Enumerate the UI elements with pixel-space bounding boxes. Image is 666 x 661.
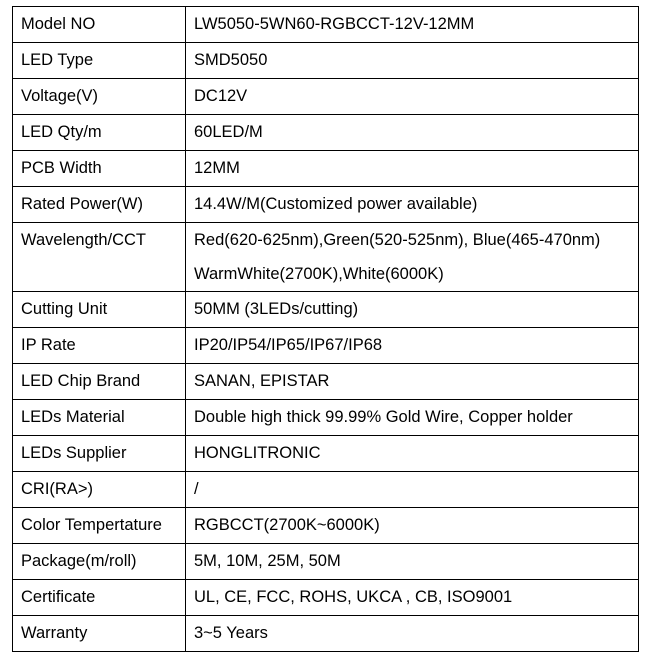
- table-row: [13, 151, 639, 187]
- spec-value-color-temperature: RGBCCT(2700K~6000K): [186, 508, 639, 544]
- table-row: [13, 580, 639, 616]
- spec-value-rated-power: 14.4W/M(Customized power available): [186, 187, 639, 223]
- spec-value-warranty: 3~5 Years: [186, 616, 639, 652]
- spec-label-leds-material: LEDs Material: [13, 400, 186, 436]
- table-row: [13, 292, 639, 328]
- spec-table-body: [13, 7, 639, 652]
- spec-label-warranty: Warranty: [13, 616, 186, 652]
- spec-label-wavelength: Wavelength/CCT: [13, 223, 186, 292]
- table-row: [13, 328, 639, 364]
- spec-value-voltage: DC12V: [186, 79, 639, 115]
- spec-label-model-no: Model NO: [13, 7, 186, 43]
- spec-value-led-qty: 60LED/M: [186, 115, 639, 151]
- table-row: [13, 544, 639, 580]
- table-row: [13, 43, 639, 79]
- spec-label-led-type: LED Type: [13, 43, 186, 79]
- table-row: [13, 7, 639, 43]
- spec-value-model-no: LW5050-5WN60-RGBCCT-12V-12MM: [186, 7, 639, 43]
- spec-label-cutting-unit: Cutting Unit: [13, 292, 186, 328]
- spec-value-package: 5M, 10M, 25M, 50M: [186, 544, 639, 580]
- spec-value-leds-supplier: HONGLITRONIC: [186, 436, 639, 472]
- table-row: [13, 436, 639, 472]
- spec-label-leds-supplier: LEDs Supplier: [13, 436, 186, 472]
- spec-label-voltage: Voltage(V): [13, 79, 186, 115]
- spec-label-pcb-width: PCB Width: [13, 151, 186, 187]
- table-row: [13, 79, 639, 115]
- table-row: [13, 616, 639, 652]
- spec-label-rated-power: Rated Power(W): [13, 187, 186, 223]
- spec-value-wavelength: [186, 223, 639, 292]
- spec-value-pcb-width: 12MM: [186, 151, 639, 187]
- spec-table: [12, 6, 639, 652]
- spec-value-leds-material: Double high thick 99.99% Gold Wire, Copper holder: [186, 400, 639, 436]
- spec-value-led-type: SMD5050: [186, 43, 639, 79]
- table-row: [13, 187, 639, 223]
- spec-label-ip-rate: IP Rate: [13, 328, 186, 364]
- table-row: [13, 223, 639, 292]
- spec-label-cri: CRI(RA>): [13, 472, 186, 508]
- spec-label-led-chip-brand: LED Chip Brand: [13, 364, 186, 400]
- table-row: [13, 115, 639, 151]
- spec-value-cutting-unit: 50MM (3LEDs/cutting): [186, 292, 639, 328]
- spec-label-certificate: Certificate: [13, 580, 186, 616]
- spec-label-package: Package(m/roll): [13, 544, 186, 580]
- spec-value-wavelength-line-2: WarmWhite(2700K),White(6000K): [194, 265, 444, 283]
- spec-value-wavelength-line-1: Red(620-625nm),Green(520-525nm), Blue(465-470nm): [194, 231, 601, 249]
- spec-value-certificate: UL, CE, FCC, ROHS, UKCA , CB, ISO9001: [186, 580, 639, 616]
- spec-label-led-qty: LED Qty/m: [13, 115, 186, 151]
- table-row: [13, 364, 639, 400]
- table-row: [13, 400, 639, 436]
- table-row: [13, 508, 639, 544]
- spec-value-cri: /: [186, 472, 639, 508]
- table-row: [13, 472, 639, 508]
- spec-label-color-temperature: Color Tempertature: [13, 508, 186, 544]
- spec-value-led-chip-brand: SANAN, EPISTAR: [186, 364, 639, 400]
- spec-value-ip-rate: IP20/IP54/IP65/IP67/IP68: [186, 328, 639, 364]
